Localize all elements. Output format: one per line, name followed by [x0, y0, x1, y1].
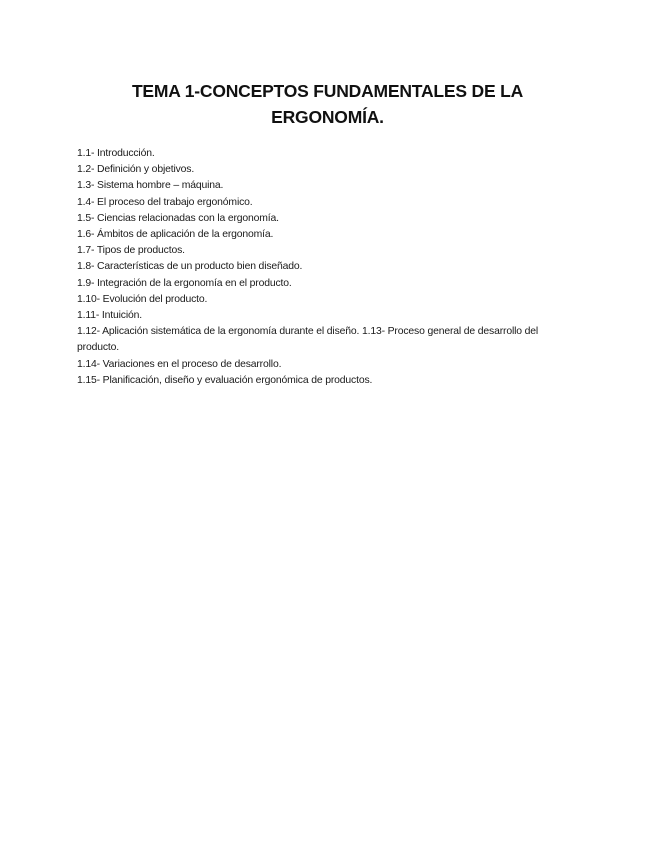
toc-item: 1.7- Tipos de productos.	[77, 245, 185, 257]
toc-item: 1.3- Sistema hombre – máquina.	[77, 180, 224, 192]
toc-item: 1.4- El proceso del trabajo ergonómico.	[77, 196, 253, 208]
table-of-contents	[77, 146, 579, 389]
toc-item: 1.10- Evolución del producto.	[77, 293, 208, 305]
toc-item: 1.6- Ámbitos de aplicación de la ergonomía.	[77, 229, 274, 241]
toc-item: 1.8- Características de un producto bien diseñado.	[77, 261, 303, 273]
toc-item: 1.5- Ciencias relacionadas con la ergonomía.	[77, 212, 279, 224]
toc-item: 1.9- Integración de la ergonomía en el producto.	[77, 277, 292, 289]
toc-item: 1.12- Aplicación sistemática de la ergonomía durante el diseño. 1.13- Proceso general de desarrollo del producto.	[77, 326, 539, 354]
document-title: TEMA 1-CONCEPTOS FUNDAMENTALES DE LA ERGONOMÍA.	[131, 81, 524, 127]
toc-item: 1.15- Planificación, diseño y evaluación ergonómica de productos.	[77, 374, 373, 386]
toc-item: 1.1- Introducción.	[77, 148, 155, 159]
toc-item: 1.2- Definición y objetivos.	[77, 164, 195, 176]
toc-item: 1.11- Intuición.	[77, 310, 142, 322]
toc-item: 1.14- Variaciones en el proceso de desarrollo.	[77, 358, 282, 370]
